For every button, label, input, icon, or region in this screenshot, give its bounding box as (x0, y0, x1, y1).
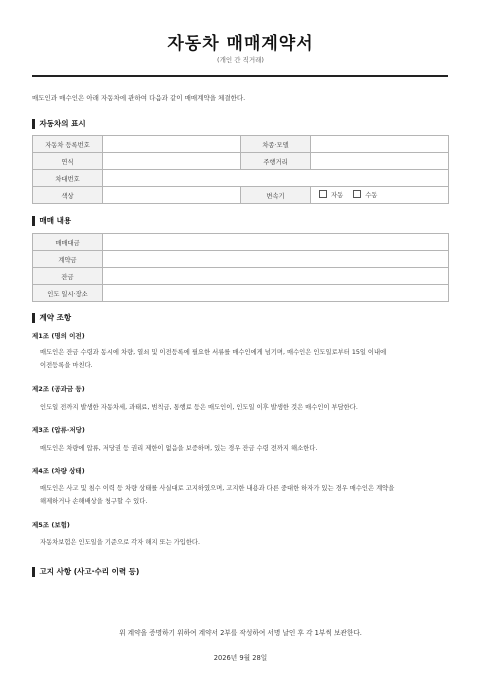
year-label: 연식 (33, 153, 103, 170)
checkbox-manual[interactable] (353, 190, 361, 198)
mileage-label: 주행거리 (241, 153, 311, 170)
balance-field[interactable] (103, 268, 449, 285)
document-subtitle: (개인 간 직거래) (217, 56, 264, 64)
article-5-line-1: 자동차보험은 인도일을 기준으로 각자 해지 또는 가입한다. (40, 539, 200, 546)
reg-no-field[interactable] (103, 136, 241, 153)
article-2-title: 제2조 (공과금 등) (32, 385, 85, 393)
section-sale-title: 매매 내용 (39, 216, 72, 225)
article-4-title: 제4조 (차량 상태) (32, 467, 85, 475)
table-row (33, 187, 449, 204)
article-5-title: 제5조 (보험) (32, 521, 70, 529)
section-disclosure-title: 고지 사항 (사고·수리 이력 등) (39, 567, 140, 576)
table-row (33, 285, 449, 302)
balance-label: 잔금 (33, 268, 103, 285)
vehicle-table (32, 135, 449, 204)
table-row (33, 136, 449, 153)
title-divider (32, 75, 448, 77)
table-row (33, 153, 449, 170)
color-field[interactable] (103, 187, 241, 204)
transmission-auto-label: 자동 (331, 191, 344, 199)
model-label: 차종·모델 (241, 136, 311, 153)
intro-text: 매도인과 매수인은 아래 자동차에 관하여 다음과 같이 매매계약을 체결한다. (32, 94, 246, 102)
sale-table (32, 233, 449, 302)
transmission-manual-label: 수동 (365, 191, 378, 199)
year-field[interactable] (103, 153, 241, 170)
article-1-title: 제1조 (명의 이전) (32, 332, 85, 340)
color-label: 색상 (33, 187, 103, 204)
model-field[interactable] (311, 136, 449, 153)
section-sale-heading (32, 215, 71, 226)
article-1-body (40, 346, 440, 372)
section-vehicle-heading (32, 118, 86, 129)
transmission-label: 변속기 (241, 187, 311, 204)
price-field[interactable] (103, 234, 449, 251)
section-disclosure-heading (32, 566, 139, 577)
transmission-manual-option[interactable] (353, 190, 377, 199)
section-marker (32, 567, 35, 577)
article-4-body (40, 482, 440, 508)
transmission-auto-option[interactable] (319, 190, 343, 199)
mileage-field[interactable] (311, 153, 449, 170)
price-label: 매매대금 (33, 234, 103, 251)
checkbox-auto[interactable] (319, 190, 327, 198)
article-1-line-2: 이전등록을 마친다. (40, 362, 93, 369)
article-4-line-2: 해제하거나 손해배상을 청구할 수 있다. (40, 498, 148, 505)
article-2-body (40, 401, 440, 414)
article-3-title: 제3조 (압류·저당) (32, 426, 85, 434)
article-2-line-1: 인도일 전까지 발생한 자동차세, 과태료, 범칙금, 통행료 등은 매도인이, 인도일 이후 발생한 것은 매수인이 부담한다. (40, 404, 358, 411)
table-row (33, 234, 449, 251)
reg-no-label: 자동차 등록번호 (33, 136, 103, 153)
section-vehicle-title: 자동차의 표시 (39, 119, 86, 128)
vin-label: 차대번호 (33, 170, 103, 187)
article-4-line-1: 매도인은 사고 및 침수 이력 등 차량 상태를 사실대로 고지하였으며, 고지한 내용과 다른 중대한 하자가 있는 경우 매수인은 계약을 (40, 485, 395, 492)
closing-statement: 위 계약을 증명하기 위하여 계약서 2부를 작성하여 서명 날인 후 각 1부씩 보관한다. (119, 629, 362, 637)
section-marker (32, 313, 35, 323)
deposit-field[interactable] (103, 251, 449, 268)
table-row (33, 268, 449, 285)
transmission-field (311, 187, 449, 204)
article-3-line-1: 매도인은 차량에 압류, 저당권 등 권리 제한이 없음을 보증하며, 있는 경우 잔금 수령 전까지 해소한다. (40, 445, 318, 452)
deposit-label: 계약금 (33, 251, 103, 268)
delivery-label: 인도 일시·장소 (33, 285, 103, 302)
document-title: 자동차 매매계약서 (167, 34, 314, 54)
section-marker (32, 216, 35, 226)
article-3-body (40, 442, 440, 455)
table-row (33, 251, 449, 268)
section-marker (32, 119, 35, 129)
table-row (33, 170, 449, 187)
section-terms-heading (32, 312, 71, 323)
article-5-body (40, 536, 440, 549)
contract-date: 2026년 9월 28일 (213, 654, 268, 662)
section-terms-title: 계약 조항 (39, 313, 72, 322)
delivery-field[interactable] (103, 285, 449, 302)
vin-field[interactable] (103, 170, 449, 187)
article-1-line-1: 매도인은 잔금 수령과 동시에 차량, 열쇠 및 이전등록에 필요한 서류를 매수인에게 넘기며, 매수인은 인도일로부터 15일 이내에 (40, 349, 387, 356)
